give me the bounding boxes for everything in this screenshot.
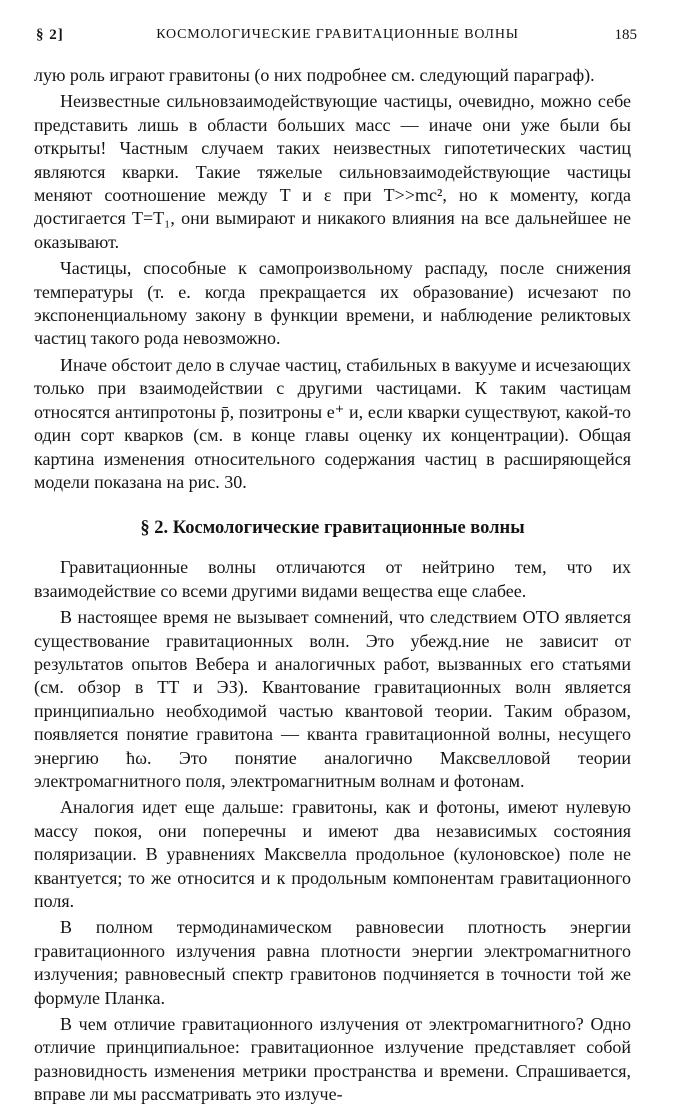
running-title: КОСМОЛОГИЧЕСКИЕ ГРАВИТАЦИОННЫЕ ВОЛНЫ (156, 27, 519, 42)
paragraph: В настоящее время не вызывает сомнений, что следствием ОТО является существование гравитационных волн. Это убежд.ние не зависит от результатов опытов Вебера и аналогичных работ, вызванных его статьями (см. обзор в ТТ и ЭЗ). Квантование гравитационных волн является принципиально необходимой частью квантовой теории. Таким образом, появляется понятие гравитона — кванта гравитационной волны, несущего энергию ħω. Это понятие аналогично Максвелловой теории электромагнитного поля, электромагнитным волнам и фотонам. (34, 607, 631, 791)
paragraph: В чем отличие гравитационного излучения от электромагнитного? Одно отличие принципиальное: гравитационное излучение представляет собой разновидность изменения метрики пространства и времени. Спрашивается, вправе ли мы рассматривать это излуче- (34, 1014, 631, 1105)
section-heading: § 2. Космологические гравитационные волны (140, 518, 525, 539)
paragraph: Неизвестные сильновзаимодействующие частицы, очевидно, можно себе представить лишь в области больших масс — иначе они уже были бы открыты! Частным случаем таких неизвестных гипотетических частиц являются кварки. Такие тяжелые сильновзаимодействующие частицы меняют соотношение между T и ε при T>>mc², но к моменту, когда достигается T=T₁, они вымирают и никакого влияния на все дальнейшее не оказывают. (34, 91, 631, 252)
paragraph: лую роль играют гравитоны (о них подробнее см. следующий параграф). (34, 65, 595, 85)
page-number: 185 (614, 27, 637, 43)
paragraph: Аналогия идет еще дальше: гравитоны, как и фотоны, имеют нулевую массу покоя, они поперечны и имеют два независимых состояния поляризации. В уравнениях Максвелла продольное (кулоновское) поле не квантуется; то же относится и к продольным компонентам гравитационного поля. (34, 797, 631, 911)
paragraph: Частицы, способные к самопроизвольному распаду, после снижения температуры (т. е. когда прекращается их образование) исчезают по экспоненциальному закону в функции времени, и наблюдение реликтовых частиц такого рода невозможно. (34, 258, 631, 349)
paragraph: В полном термодинамическом равновесии плотность энергии гравитационного излучения равна плотности энергии электромагнитного излучения; равновесный спектр гравитонов подчиняется в точности той же формуле Планка. (34, 917, 631, 1008)
section-mark: § 2] (36, 27, 64, 43)
page-body (34, 64, 631, 1110)
running-header (34, 24, 641, 46)
paragraph: Гравитационные волны отличаются от нейтрино тем, что их взаимодействие со всеми другими видами вещества еще слабее. (34, 557, 631, 601)
paragraph: Иначе обстоит дело в случае частиц, стабильных в вакууме и исчезающих только при взаимодействии с другими частицами. К таким частицам относятся антипротоны p̄, позитроны e⁺ и, если кварки существуют, какой-то один сорт кварков (см. в конце главы оценку их концентрации). Общая картина изменения относительного содержания частиц в расширяющейся модели показана на рис. 30. (34, 354, 631, 492)
